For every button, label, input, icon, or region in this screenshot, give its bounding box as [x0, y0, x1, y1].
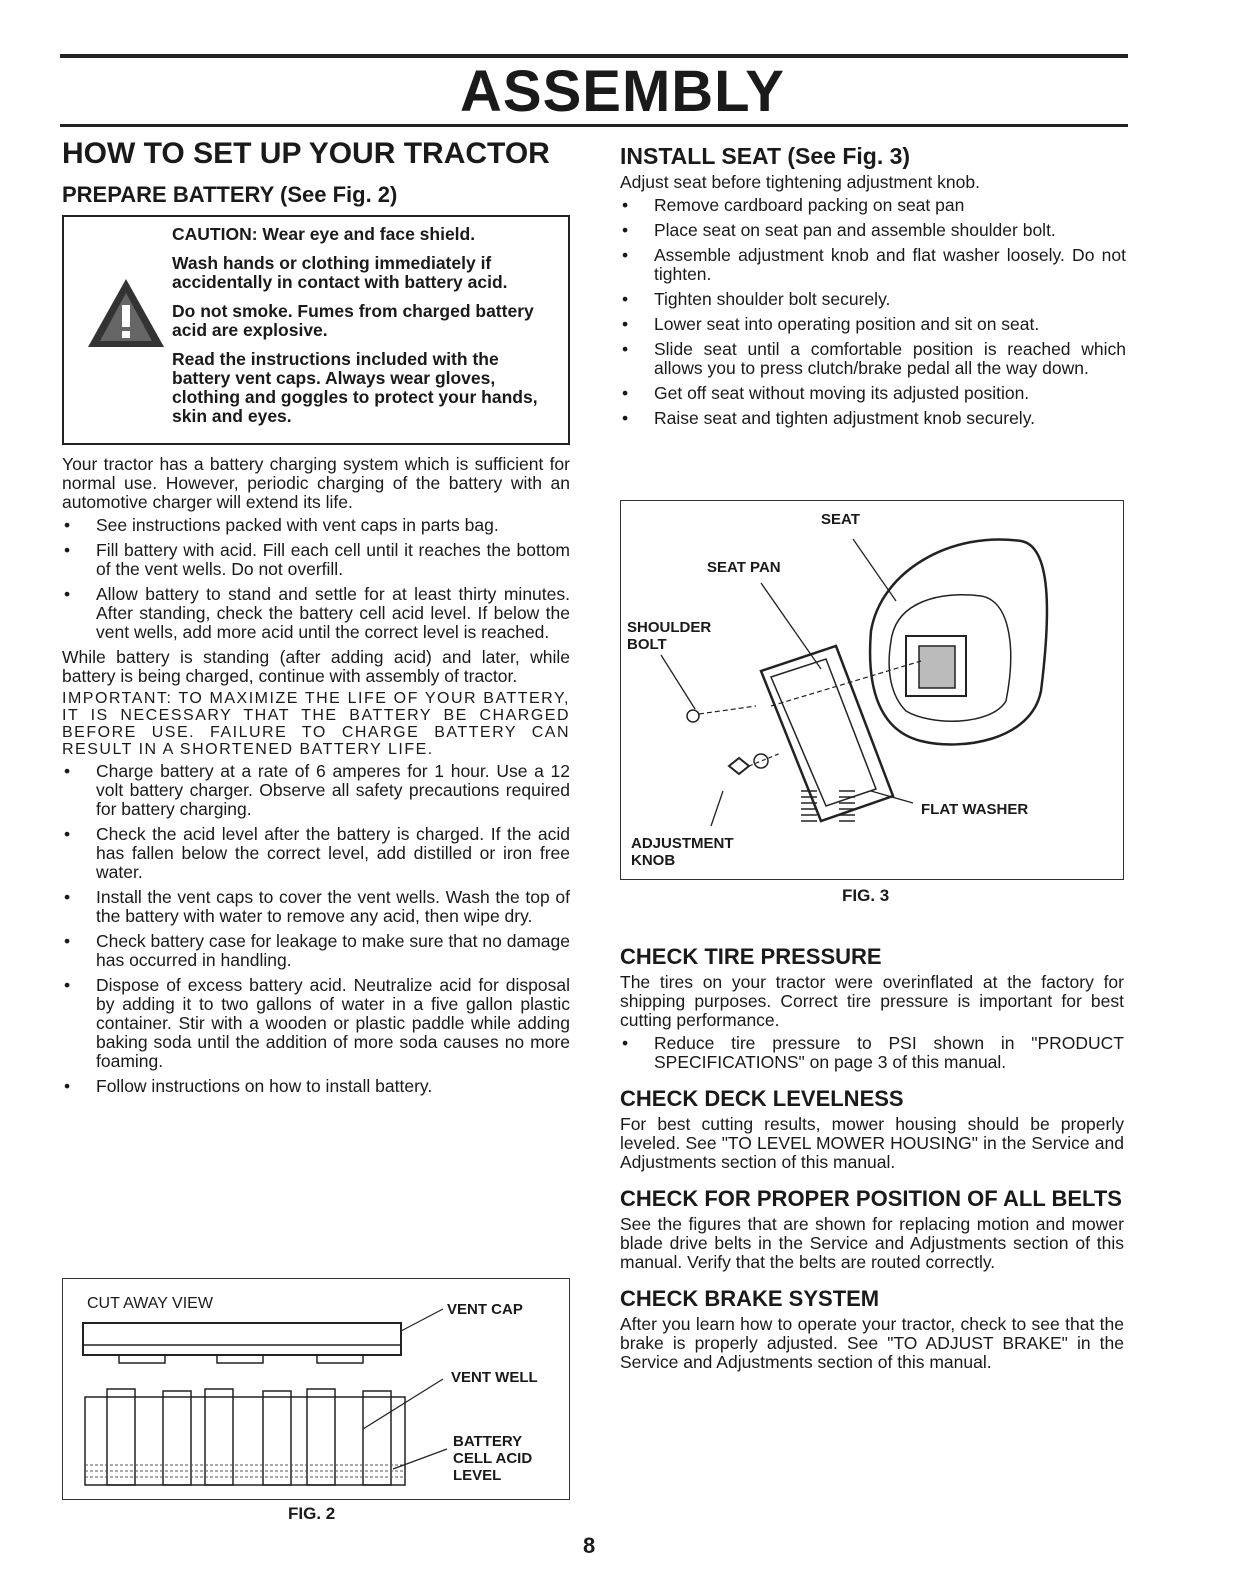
- list-item: • Slide seat until a comfortable position is reached which allows you to press clutch/brake pedal all the way down.: [620, 340, 1126, 378]
- tire-pressure-heading: CHECK TIRE PRESSURE: [620, 944, 882, 969]
- battery-intro: Your tractor has a battery charging system which is sufficient for normal use. However, periodic charging of the battery with an automotive charger will extend its life.: [62, 454, 570, 512]
- list-item: • Get off seat without moving its adjusted position.: [620, 384, 1126, 403]
- right-column: [620, 144, 1126, 434]
- read-instructions-text: Read the instructions included with the battery vent caps. Always wear gloves, clothing and goggles to protect your hands, skin and eyes.: [172, 349, 538, 426]
- seat-intro: Adjust seat before tightening adjustment knob.: [620, 172, 980, 192]
- cutaway-view-label: CUT AWAY VIEW: [87, 1295, 213, 1312]
- list-item: • Install the vent caps to cover the vent wells. Wash the top of the battery with water to remove any acid, then wipe dry.: [62, 888, 570, 926]
- battery-bullets-1: [62, 516, 570, 642]
- list-item: • Place seat on seat pan and assemble shoulder bolt.: [620, 221, 1126, 240]
- list-item: • Remove cardboard packing on seat pan: [620, 196, 1126, 215]
- shoulder-label: SHOULDER: [627, 619, 712, 636]
- list-item: • Tighten shoulder bolt securely.: [620, 290, 1126, 309]
- vent-cap-label: VENT CAP: [447, 1301, 523, 1318]
- knob-label: KNOB: [631, 852, 676, 869]
- setup-heading: HOW TO SET UP YOUR TRACTOR: [62, 137, 550, 170]
- seat-assembly-illustration: [621, 501, 1123, 879]
- page-number: 8: [583, 1533, 596, 1558]
- fig3-seat-diagram: [620, 500, 1124, 880]
- list-item: • Reduce tire pressure to PSI shown in "PRODUCT SPECIFICATIONS" on page 3 of this manual.: [620, 1034, 1124, 1072]
- list-item: • Charge battery at a rate of 6 amperes for 1 hour. Use a 12 volt battery charger. Observe all safety precautions required for battery charging.: [62, 762, 570, 819]
- bolt-label: BOLT: [627, 636, 667, 653]
- fig2-caption: FIG. 2: [288, 1504, 336, 1523]
- list-item: • Dispose of excess battery acid. Neutralize acid for disposal by adding it to two gallons of water in a five gallon plastic container. Stir with a wooden or plastic paddle while adding baking soda until the addition of more soda causes no more foaming.: [62, 976, 570, 1071]
- fig2-battery-diagram: [62, 1278, 570, 1500]
- list-item: • Allow battery to stand and settle for at least thirty minutes. After standing, check the battery cell acid level. If below the vent wells, add more acid until the correct level is reached.: [62, 585, 570, 642]
- battery-bullets-2: [62, 762, 570, 1096]
- warning-triangle-icon: [86, 277, 166, 349]
- right-column-lower: [620, 936, 1124, 1372]
- smoke-text: Do not smoke. Fumes from charged battery acid are explosive.: [172, 301, 534, 340]
- level-label: LEVEL: [453, 1467, 502, 1484]
- list-item: • See instructions packed with vent caps in parts bag.: [62, 516, 570, 535]
- battery-warning-box: [62, 215, 570, 445]
- cell-acid-label: CELL ACID: [453, 1450, 533, 1467]
- deck-levelness-heading: CHECK DECK LEVELNESS: [620, 1086, 904, 1111]
- caution-text: CAUTION: Wear eye and face shield.: [172, 224, 476, 244]
- important-notice: IMPORTANT: TO MAXIMIZE THE LIFE OF YOUR BATTERY, IT IS NECESSARY THAT THE BATTERY BE CHARGED BEFORE USE. FAILURE TO CHARGE BATTERY CAN RESULT IN A SHORTENED BATTERY LIFE.: [62, 690, 570, 758]
- seat-bullets: [620, 196, 1126, 428]
- belts-text: See the figures that are shown for replacing motion and mower blade drive belts in the Service and Adjustments section of this manual. Verify that the belts are routed correctly.: [620, 1214, 1124, 1272]
- left-column: [62, 138, 570, 1102]
- top-rule: [60, 54, 1128, 58]
- tire-bullets: [620, 1034, 1124, 1072]
- list-item: • Follow instructions on how to install battery.: [62, 1077, 570, 1096]
- flat-washer-label: FLAT WASHER: [921, 801, 1029, 818]
- while-standing-text: While battery is standing (after adding acid) and later, while battery is being charged, continue with assembly of tractor.: [62, 647, 570, 686]
- list-item: • Check the acid level after the battery is charged. If the acid has fallen below the correct level, add distilled or iron free water.: [62, 825, 570, 882]
- page-title: ASSEMBLY: [460, 59, 785, 124]
- deck-levelness-text: For best cutting results, mower housing should be properly leveled. See "TO LEVEL MOWER HOUSING" in the Service and Adjustments section of this manual.: [620, 1114, 1124, 1172]
- list-item: • Lower seat into operating position and sit on seat.: [620, 315, 1126, 334]
- list-item: • Check battery case for leakage to make sure that no damage has occurred in handling.: [62, 932, 570, 970]
- install-seat-heading: INSTALL SEAT (See Fig. 3): [620, 143, 911, 169]
- tire-pressure-text: The tires on your tractor were overinflated at the factory for shipping purposes. Correct tire pressure is important for best cutting performance.: [620, 972, 1124, 1030]
- list-item: • Raise seat and tighten adjustment knob securely.: [620, 409, 1126, 428]
- title-underline: [60, 124, 1128, 127]
- wash-text: Wash hands or clothing immediately if accidentally in contact with battery acid.: [172, 253, 508, 292]
- seat-pan-label: SEAT PAN: [707, 559, 781, 576]
- list-item: • Assemble adjustment knob and flat washer loosely. Do not tighten.: [620, 246, 1126, 284]
- brake-system-heading: CHECK BRAKE SYSTEM: [620, 1286, 880, 1311]
- belts-heading: CHECK FOR PROPER POSITION OF ALL BELTS: [620, 1186, 1122, 1211]
- fig3-caption: FIG. 3: [842, 886, 890, 905]
- battery-label: BATTERY: [453, 1433, 523, 1450]
- adjustment-label: ADJUSTMENT: [631, 835, 734, 852]
- brake-system-text: After you learn how to operate your tractor, check to see that the brake is properly adjusted. See "TO ADJUST BRAKE" in the Service and Adjustments section of this manual.: [620, 1314, 1124, 1372]
- seat-label: SEAT: [821, 511, 860, 528]
- list-item: • Fill battery with acid. Fill each cell until it reaches the bottom of the vent wells. Do not overfill.: [62, 541, 570, 579]
- vent-well-label: VENT WELL: [451, 1369, 538, 1386]
- prepare-battery-heading: PREPARE BATTERY (See Fig. 2): [62, 182, 398, 207]
